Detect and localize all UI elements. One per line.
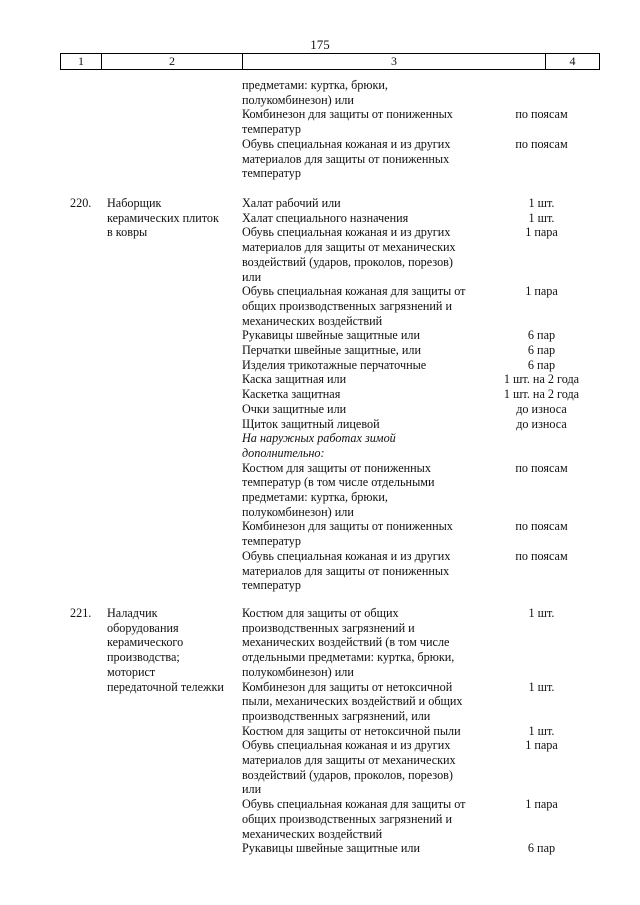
ppe-norm: 6 пар bbox=[527, 357, 556, 372]
ppe-item: Костюм для защиты от общих производственных загрязнений и механических воздействий (в том числе отдельными предметами: куртка, брюки, полукомбинезон) или bbox=[242, 606, 455, 679]
ppe-item: Обувь специальная кожаная для защиты от общих производственных загрязнений и механических воздействий bbox=[242, 284, 466, 328]
table-row bbox=[0, 606, 640, 680]
ppe-item: Перчатки швейные защитные, или bbox=[242, 343, 422, 358]
ppe-norm: 6 пар bbox=[527, 841, 556, 856]
table-row bbox=[0, 211, 640, 226]
ppe-item: Очки защитные или bbox=[242, 401, 347, 416]
ppe-item: Щиток защитный лицевой bbox=[242, 416, 380, 431]
ppe-norm: 1 шт. bbox=[528, 210, 555, 225]
table-row bbox=[0, 225, 640, 284]
ppe-item: предметами: куртка, брюки, полукомбинезон) или bbox=[242, 78, 388, 107]
ppe-norm: 1 шт. на 2 года bbox=[503, 387, 580, 402]
ppe-item: Комбинезон для защиты от пониженных температур bbox=[242, 519, 453, 549]
ppe-item: Изделия трикотажные перчаточные bbox=[242, 357, 427, 372]
profession-name: Наладчик оборудования керамического производства; моторист передаточной тележки bbox=[107, 606, 224, 694]
table-row bbox=[0, 417, 640, 432]
ppe-item: Обувь специальная кожаная и из других материалов для защиты от пониженных температур bbox=[242, 548, 451, 593]
ppe-item: Обувь специальная кожаная и из других материалов для защиты от механических воздействий (ударов, проколов, порезов) или bbox=[242, 738, 456, 797]
header-col-1: 1 bbox=[61, 54, 102, 69]
table-row bbox=[0, 402, 640, 417]
table-row bbox=[0, 797, 640, 841]
ppe-item: Рукавицы швейные защитные или bbox=[242, 841, 420, 856]
table-row bbox=[0, 724, 640, 739]
ppe-item: Обувь специальная кожаная и из других материалов для защиты от механических воздействий (ударов, проколов, порезов) или bbox=[242, 225, 456, 284]
ppe-norm: по поясам bbox=[515, 548, 568, 563]
table-row bbox=[0, 328, 640, 343]
ppe-norm: 1 пара bbox=[525, 225, 558, 240]
ppe-norm: 1 шт. на 2 года bbox=[503, 372, 580, 387]
table-row bbox=[0, 680, 640, 724]
table-row bbox=[0, 196, 640, 211]
ppe-item: Каскетка защитная bbox=[242, 387, 341, 402]
table-row bbox=[0, 519, 640, 548]
ppe-norm: 1 пара bbox=[525, 797, 558, 812]
ppe-item: Халат специального назначения bbox=[242, 210, 409, 225]
table-row bbox=[0, 431, 640, 460]
table-row bbox=[0, 107, 640, 136]
table-header bbox=[60, 53, 600, 70]
header-col-4: 4 bbox=[569, 54, 576, 68]
header-col-3: 3 bbox=[243, 54, 546, 69]
ppe-norm: по поясам bbox=[515, 107, 568, 122]
table-row bbox=[0, 549, 640, 593]
ppe-norm: 1 шт. bbox=[528, 196, 555, 210]
table-row bbox=[0, 284, 640, 328]
ppe-item: Рукавицы швейные защитные или bbox=[242, 328, 420, 343]
table-row bbox=[0, 137, 640, 181]
table-row bbox=[0, 841, 640, 856]
ppe-norm: до износа bbox=[516, 416, 567, 431]
page-number: 175 bbox=[310, 37, 330, 52]
ppe-norm: 1 шт. bbox=[528, 723, 555, 738]
ppe-norm: 6 пар bbox=[527, 343, 556, 358]
table-row bbox=[0, 738, 640, 797]
ppe-item: Каска защитная или bbox=[242, 372, 347, 387]
ppe-norm: по поясам bbox=[515, 136, 568, 151]
ppe-norm: по поясам bbox=[515, 519, 568, 534]
ppe-item: Костюм для защиты от нетоксичной пыли bbox=[242, 723, 461, 738]
ppe-item: Халат рабочий или bbox=[242, 196, 341, 210]
ppe-norm: по поясам bbox=[515, 460, 568, 475]
ppe-norm: 1 шт. bbox=[528, 606, 555, 620]
ppe-item: Обувь специальная кожаная и из других материалов для защиты от пониженных температур bbox=[242, 136, 451, 181]
ppe-item: Комбинезон для защиты от пониженных температур bbox=[242, 107, 453, 137]
ppe-item: Обувь специальная кожаная для защиты от общих производственных загрязнений и механических воздействий bbox=[242, 797, 466, 841]
item-number: 220. bbox=[70, 196, 92, 210]
ppe-norm: 1 шт. bbox=[528, 679, 555, 694]
table-row bbox=[0, 78, 640, 107]
ppe-norm: 6 пар bbox=[527, 328, 556, 343]
table-row bbox=[0, 372, 640, 387]
header-col-2: 2 bbox=[102, 54, 243, 69]
table-row bbox=[0, 461, 640, 520]
ppe-item: На наружных работах зимой дополнительно: bbox=[242, 431, 396, 460]
table-row bbox=[0, 343, 640, 358]
ppe-norm: до износа bbox=[516, 401, 567, 416]
ppe-item: Костюм для защиты от пониженных температур (в том числе отдельными предметами: куртка, брюки, полукомбинезон) или bbox=[242, 460, 435, 519]
ppe-item: Комбинезон для защиты от нетоксичной пыли, механических воздействий и общих производственных загрязнений, или bbox=[242, 679, 463, 723]
ppe-norm: 1 пара bbox=[525, 284, 558, 299]
table-row bbox=[0, 358, 640, 373]
table-row bbox=[0, 387, 640, 402]
ppe-norm: 1 пара bbox=[525, 738, 558, 753]
profession-name: Наборщик керамических плиток в ковры bbox=[107, 196, 219, 240]
item-number: 221. bbox=[70, 606, 92, 620]
